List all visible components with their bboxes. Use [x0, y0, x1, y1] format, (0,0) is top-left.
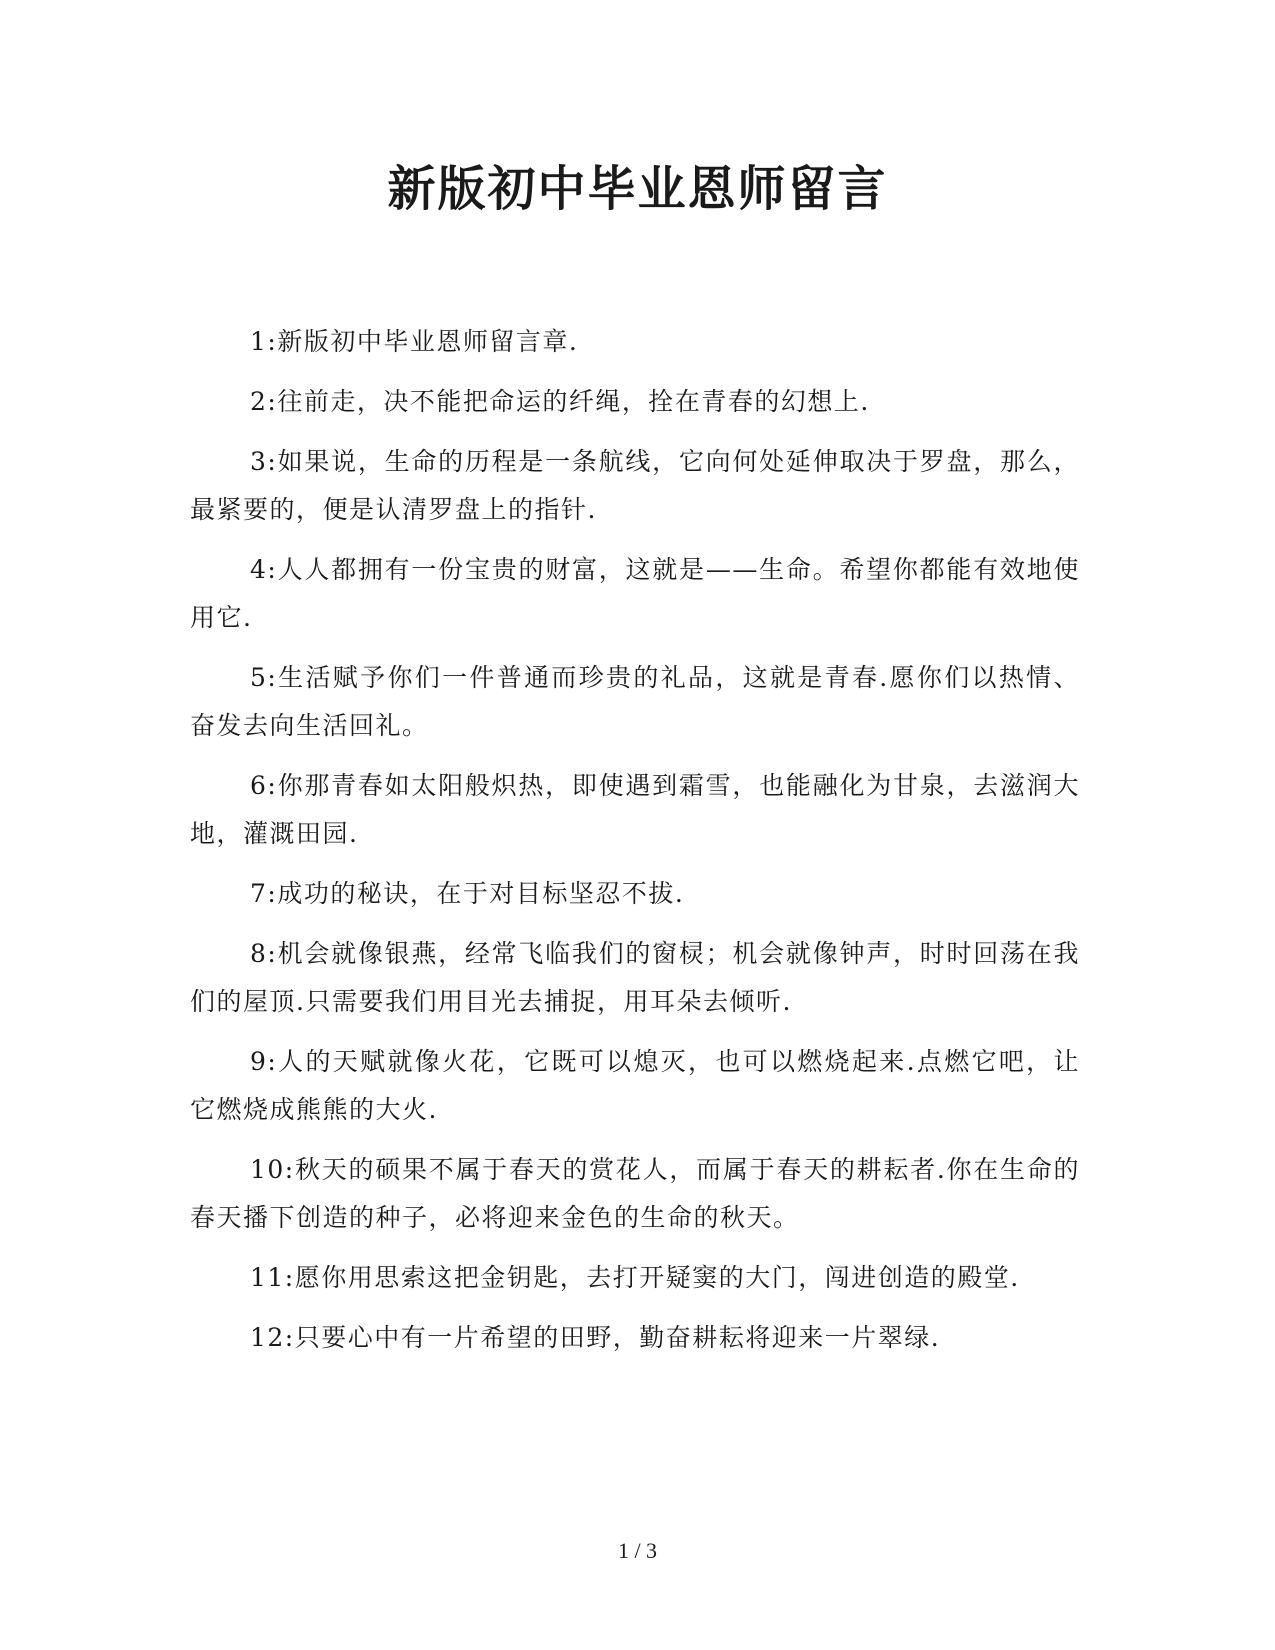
paragraph-7: 7:成功的秘诀，在于对目标坚忍不拔. — [250, 879, 685, 908]
paragraph-5: 5:生活赋予你们一件普通而珍贵的礼品，这就是青春.愿你们以热情、奋发去向生活回礼。 — [190, 663, 1080, 740]
paragraph-8: 8:机会就像银燕，经常飞临我们的窗棂；机会就像钟声，时时回荡在我们的屋顶.只需要我们用目光去捕捉，用耳朵去倾听. — [190, 939, 1080, 1016]
paragraph-6: 6:你那青春如太阳般炽热，即使遇到霜雪，也能融化为甘泉，去滋润大地，灌溉田园. — [190, 771, 1080, 848]
paragraph-9: 9:人的天赋就像火花，它既可以熄灭，也可以燃烧起来.点燃它吧，让它燃烧成熊熊的大火. — [190, 1047, 1080, 1124]
paragraph-10: 10:秋天的硕果不属于春天的赏花人，而属于春天的耕耘者.你在生命的春天播下创造的种子，必将迎来金色的生命的秋天。 — [190, 1155, 1080, 1232]
paragraph-12: 12:只要心中有一片希望的田野，勤奋耕耘将迎来一片翠绿. — [250, 1323, 941, 1352]
paragraph-1: 1:新版初中毕业恩师留言章. — [250, 327, 579, 356]
page-number: 1 / 3 — [617, 1538, 658, 1563]
paragraph-3: 3:如果说，生命的历程是一条航线，它向何处延伸取决于罗盘，那么，最紧要的，便是认清罗盘上的指针. — [190, 447, 1080, 524]
document-body — [190, 318, 1080, 1374]
page-title: 新版初中毕业恩师留言 — [387, 161, 888, 217]
paragraph-4: 4:人人都拥有一份宝贵的财富，这就是——生命。希望你都能有效地使用它. — [190, 555, 1080, 632]
paragraph-11: 11:愿你用思索这把金钥匙，去打开疑窦的大门，闯进创造的殿堂. — [250, 1263, 1020, 1292]
paragraph-2: 2:往前走，决不能把命运的纤绳，拴在青春的幻想上. — [250, 387, 870, 416]
